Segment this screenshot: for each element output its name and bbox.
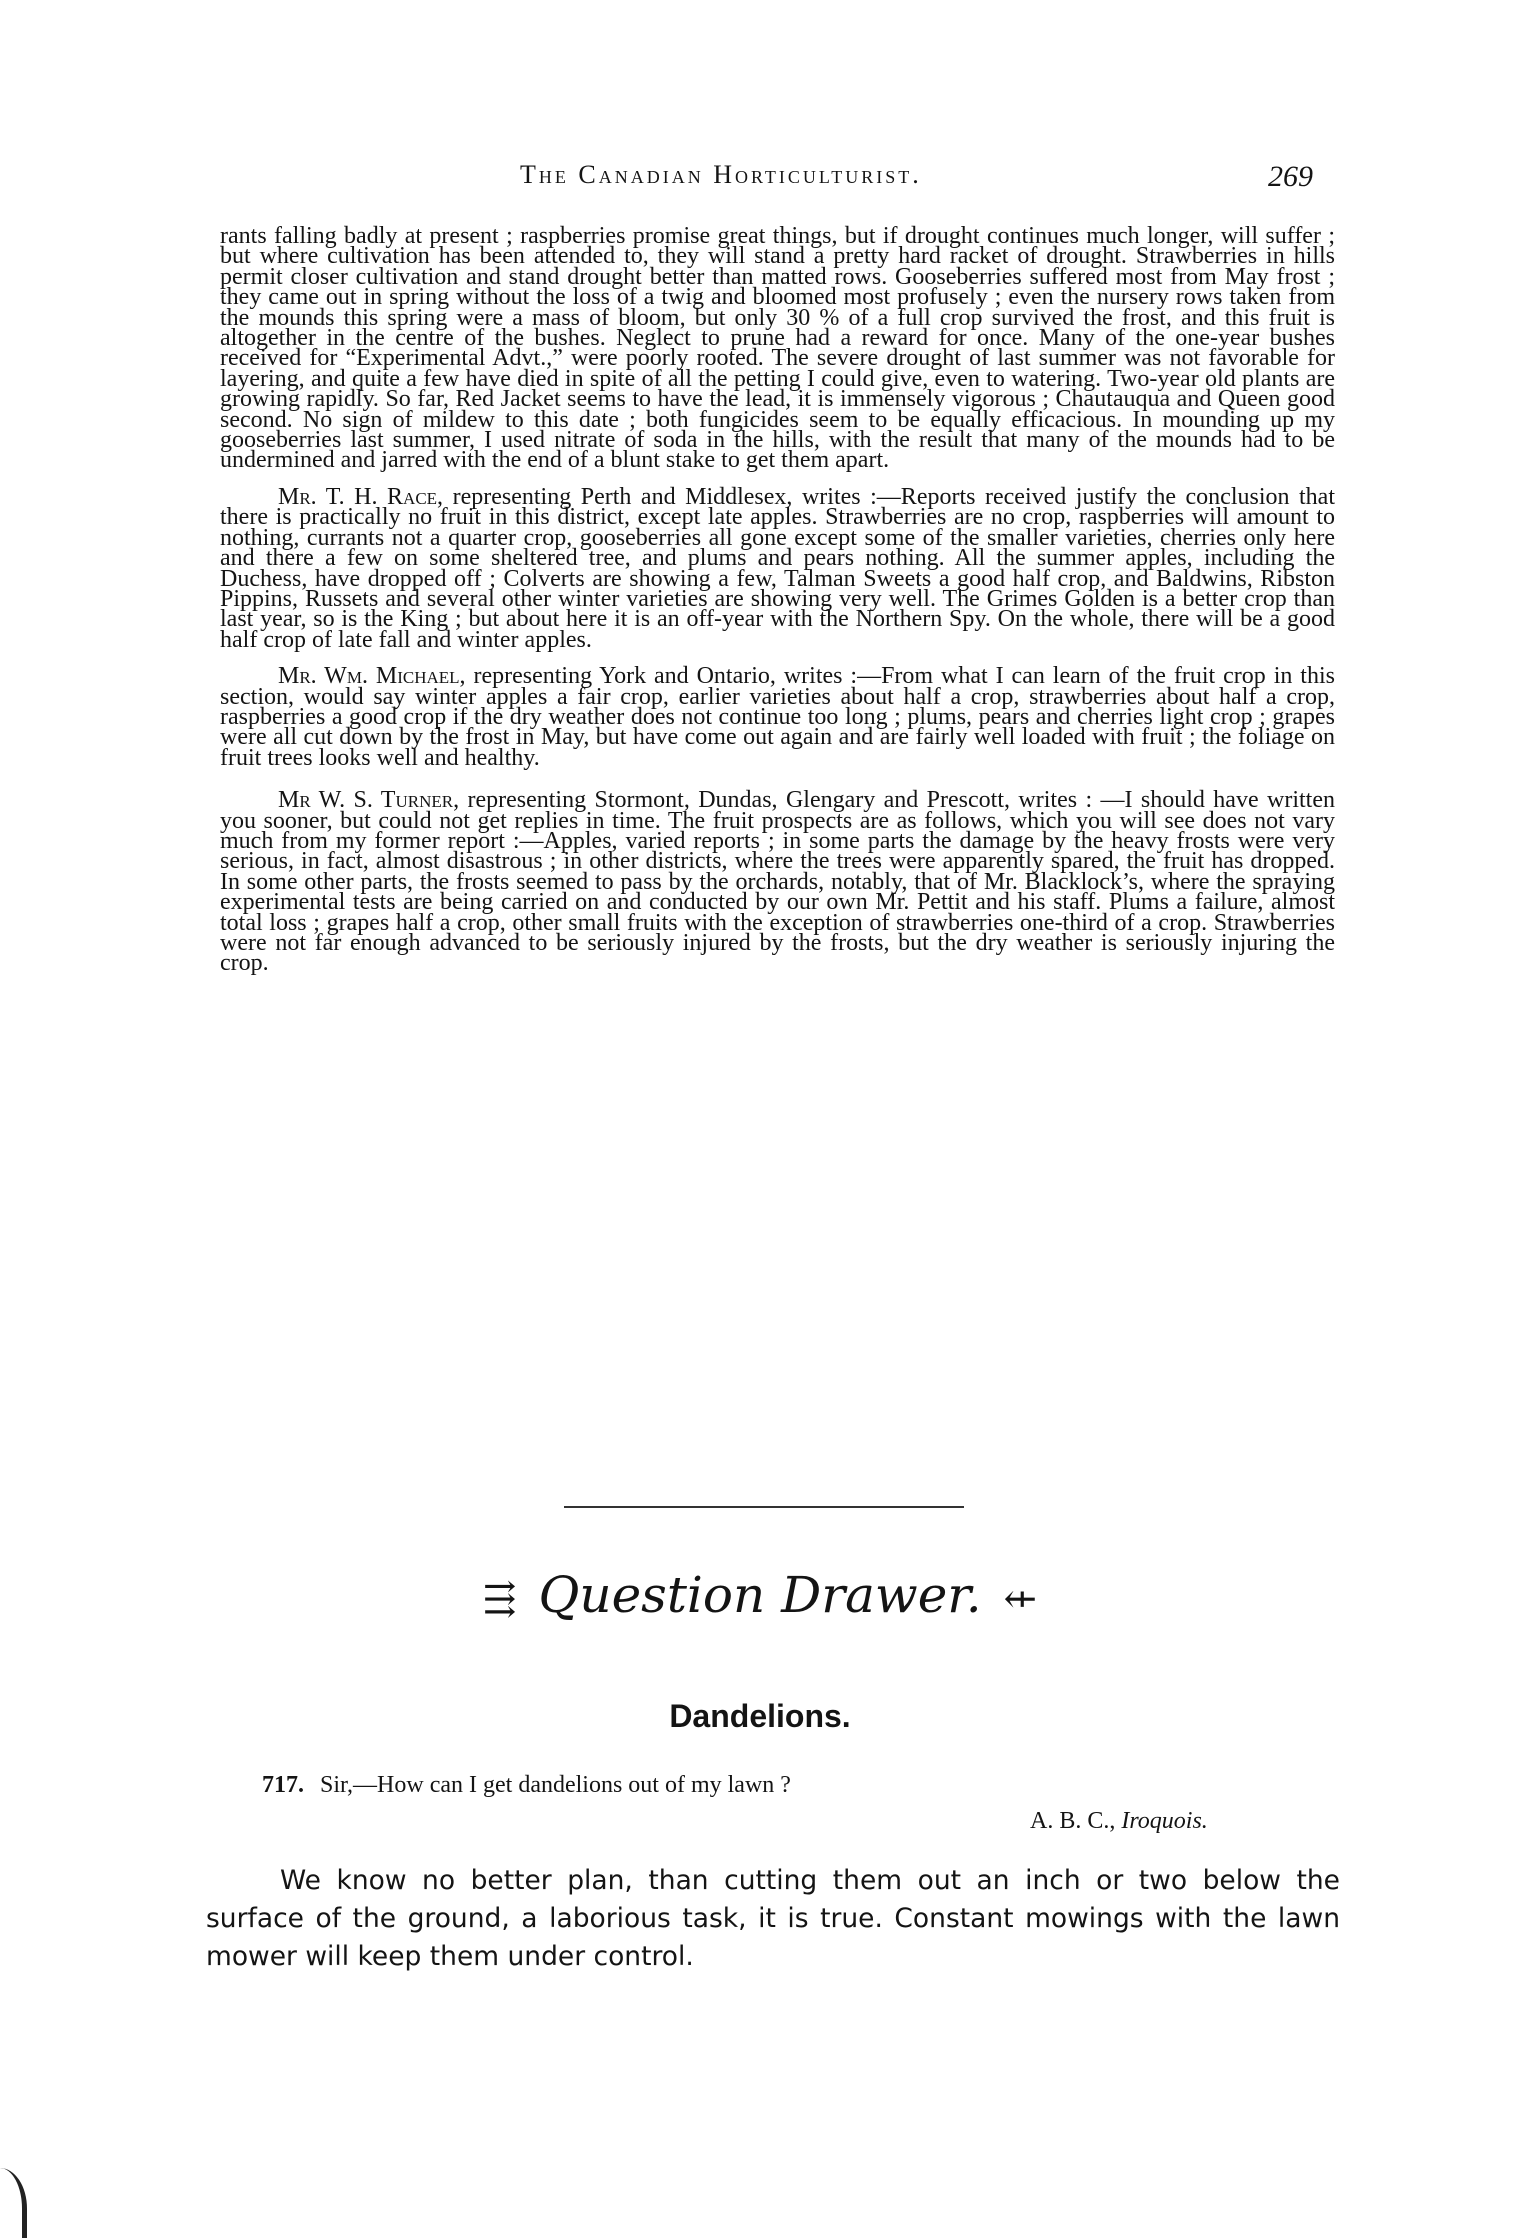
page-edge-mark (0, 2168, 27, 2238)
section-title-text: Question Drawer. (538, 1566, 982, 1624)
correspondent-name: Mr W. S. Turner, (278, 787, 460, 814)
right-ornament-icon: ⇷ (1003, 1576, 1038, 1622)
answer-text: We know no better plan, than cutting them out an inch or two below the surface of the ground, a laborious task, it is true. Constant mowings with the lawn mower will keep them under control. (206, 1865, 1340, 1972)
question-signature (1030, 1808, 1208, 1835)
correspondent-name: Mr. T. H. Race, (278, 483, 444, 510)
question-number: 717. (262, 1772, 304, 1798)
paragraph-race (220, 483, 1336, 653)
paragraph-continued: rants falling badly at present ; raspberries promise great things, but if drought continues much longer, will suffer ; but where cultivation has been attended to, they will stand a pretty hard racket of drought. Strawberries in hills permit closer cultivation and stand drought better than matted rows. Gooseberries suffered most from May frost ; they came out in spring without the loss of a twig and bloomed most profusely ; even the nursery rows taken from the mounds this spring were a mass of bloom, but only 30 % of a full crop survived the frost, and this fruit is altogether in the centre of the bushes. Neglect to prune had a reward for once. Many of the one-year bushes received for “Experimental Advt.,” were poorly rooted. The severe drought of last summer was not favorable for layering, and quite a few have died in spite of all the petting I could give, even to watering. Two-year old plants are growing rapidly. So far, Red Jacket seems to have the lead, it is immensely vigorous ; Chautauqua and Queen good second. No sign of mildew to this date ; both fungicides seem to be equally efficacious. In mounding up my gooseberries last summer, I used nitrate of soda in the hills, with the result that many of the mounds had to be undermined and jarred with the end of a blunt stake to get them apart. (220, 223, 1335, 474)
paragraph-text: representing Perth and Middlesex, writes :—Reports received justify the conclusion that there is practically no fruit in this district, except late apples. Strawberries are no crop, raspberries will amount to nothing, currants not a quarter crop, gooseberries all gone except some of the smaller varieties, cherries only here and there a few on some sheltered tree, and plums and pears nothing. All the summer apples, including the Duchess, have dropped off ; Colverts are showing a few, Talman Sweets a good half crop, and Baldwins, Ribston Pippins, Russets and several other winter varieties are showing very well. The Grimes Golden is a better crop than last year, so is the King ; but about here it is an off-year with the Northern Spy. On the whole, there will be a good half crop of late fall and winter apples. (220, 483, 1336, 653)
signature-initials: A. B. C., (1030, 1808, 1122, 1834)
question-subhead: Dandelions. (669, 1698, 851, 1734)
page-number: 269 (1268, 160, 1313, 193)
left-ornament-icon: ⇶ (482, 1576, 517, 1622)
question (262, 1772, 791, 1799)
paragraph-text: representing York and Ontario, writes :—From what I can learn of the fruit crop in this section, would say winter apples a fair crop, earlier varieties about half a crop, strawberries about half a crop, raspberries a good crop if the dry weather does not continue too long ; plums, pears and cherries light crop ; grapes were all cut down by the frost in May, but have come out again and are fairly well loaded with fruit ; the foliage on fruit trees looks well and healthy. (220, 663, 1335, 771)
paragraph-turner (220, 787, 1335, 977)
correspondent-name: Mr. Wm. Michael, (278, 663, 466, 690)
signature-place: Iroquois. (1121, 1808, 1208, 1834)
section-divider (564, 1506, 964, 1508)
paragraph-michael (220, 663, 1335, 771)
section-title (0, 1566, 1520, 1624)
article-column (220, 223, 1336, 990)
question-text: Sir,—How can I get dandelions out of my lawn ? (320, 1772, 791, 1798)
paragraph-text: representing Stormont, Dundas, Glengary and Prescott, writes : —I should have written you sooner, but could not get replies in time. The fruit prospects are as follows, which you will see does not vary much from my former report :—Apples, varied reports ; in some parts the damage by the heavy frosts were very serious, in fact, almost disastrous ; in other districts, where the trees were apparently spared, the fruit has dropped. In some other parts, the frosts seemed to pass by the orchards, notably, that of Mr. Blacklock’s, where the spraying experimental tests are being carried on and conducted by our own Mr. Pettit and his staff. Plums a failure, almost total loss ; grapes half a crop, other small fruits with the exception of strawberries one-third of a crop. Strawberries were not far enough advanced to be seriously injured by the frosts, but the dry weather is seriously injuring the crop. (220, 787, 1335, 977)
running-head: The Canadian Horticulturist. (520, 160, 922, 189)
